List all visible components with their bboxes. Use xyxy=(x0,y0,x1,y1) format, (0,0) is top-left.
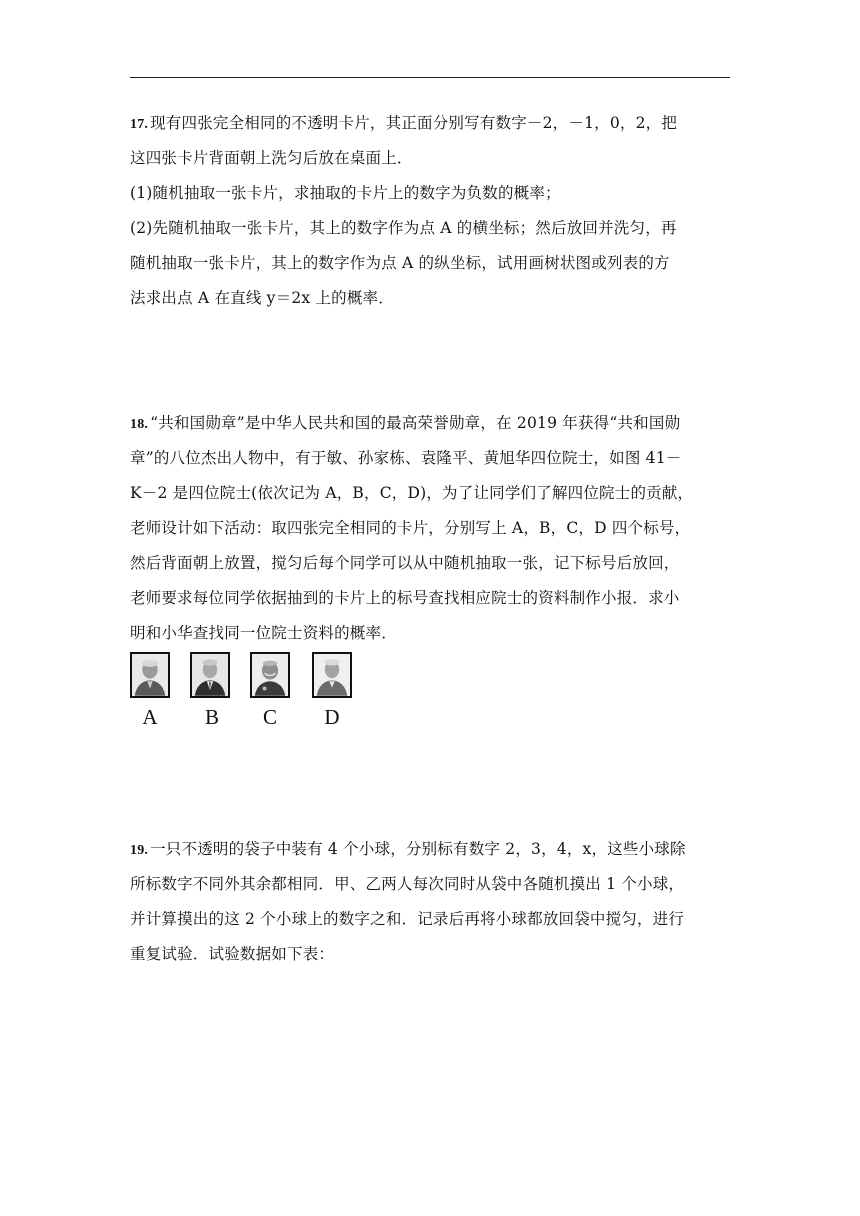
academician-portraits-figure xyxy=(130,652,390,732)
problem-18-line-3: K－2 是四位院士(依次记为 A，B，C，D)，为了让同学们了解四位院士的贡献， xyxy=(130,484,694,502)
portrait-b-image xyxy=(192,654,228,696)
problem-18 xyxy=(130,406,730,651)
problem-19-number: 19. xyxy=(130,843,149,858)
problem-18-line-1: 18. “共和国勋章”是中华人民共和国的最高荣誉勋章，在 2019 年获得“共和国勋 xyxy=(130,414,681,432)
portrait-c-image xyxy=(252,654,288,696)
problem-18-line-5: 然后背面朝上放置，搅匀后每个同学可以从中随机抽取一张，记下标号后放回， xyxy=(130,554,680,572)
portrait-a-image xyxy=(132,654,168,696)
problem-17-part-1: (1)随机抽取一张卡片，求抽取的卡片上的数字为负数的概率； xyxy=(130,184,561,202)
problem-17-part-2-line-1: (2)先随机抽取一张卡片，其上的数字作为点 A 的横坐标；然后放回并洗匀，再 xyxy=(130,219,677,237)
portrait-d xyxy=(312,652,352,698)
problem-17-part-2-line-3: 法求出点 A 在直线 y＝2x 上的概率． xyxy=(130,289,394,307)
problem-18-line-6: 老师要求每位同学依据抽到的卡片上的标号查找相应院士的资料制作小报．求小 xyxy=(130,589,680,607)
problem-17-line-2: 这四张卡片背面朝上洗匀后放在桌面上． xyxy=(130,149,413,167)
problem-17-line-1: 17. 现有四张完全相同的不透明卡片，其正面分别写有数字－2，－1，0，2，把 xyxy=(130,114,678,132)
portrait-c-label: C xyxy=(262,705,277,729)
problem-18-number: 18. xyxy=(130,417,149,432)
problem-17 xyxy=(130,106,730,316)
portrait-a-label: A xyxy=(142,705,158,729)
problem-19-line-2: 所标数字不同外其余都相同．甲、乙两人每次同时从袋中各随机摸出 1 个小球， xyxy=(130,875,685,893)
portrait-d-image xyxy=(314,654,350,696)
portrait-a xyxy=(130,652,170,698)
problem-19 xyxy=(130,832,730,972)
problem-18-line-4: 老师设计如下活动：取四张完全相同的卡片，分别写上 A，B，C，D 四个标号， xyxy=(130,519,691,537)
portrait-b xyxy=(190,652,230,698)
portrait-c xyxy=(250,652,290,698)
problem-19-line-1: 19. 一只不透明的袋子中装有 4 个小球，分别标有数字 2，3，4，x，这些小球除 xyxy=(130,840,686,858)
portrait-d-label: D xyxy=(324,705,340,729)
problem-19-line-3: 并计算摸出的这 2 个小球上的数字之和．记录后再将小球都放回袋中搅匀，进行 xyxy=(130,910,685,928)
header-rule xyxy=(130,77,730,78)
problem-18-line-7: 明和小华查找同一位院士资料的概率． xyxy=(130,624,397,642)
portrait-b-label: B xyxy=(204,705,219,729)
problem-17-number: 17. xyxy=(130,117,149,132)
problem-18-line-2: 章”的八位杰出人物中，有于敏、孙家栋、袁隆平、黄旭华四位院士，如图 41－ xyxy=(130,449,682,467)
problem-19-line-4: 重复试验．试验数据如下表： xyxy=(130,945,335,963)
problem-17-part-2-line-2: 随机抽取一张卡片，其上的数字作为点 A 的纵坐标，试用画树状图或列表的方 xyxy=(130,254,670,272)
